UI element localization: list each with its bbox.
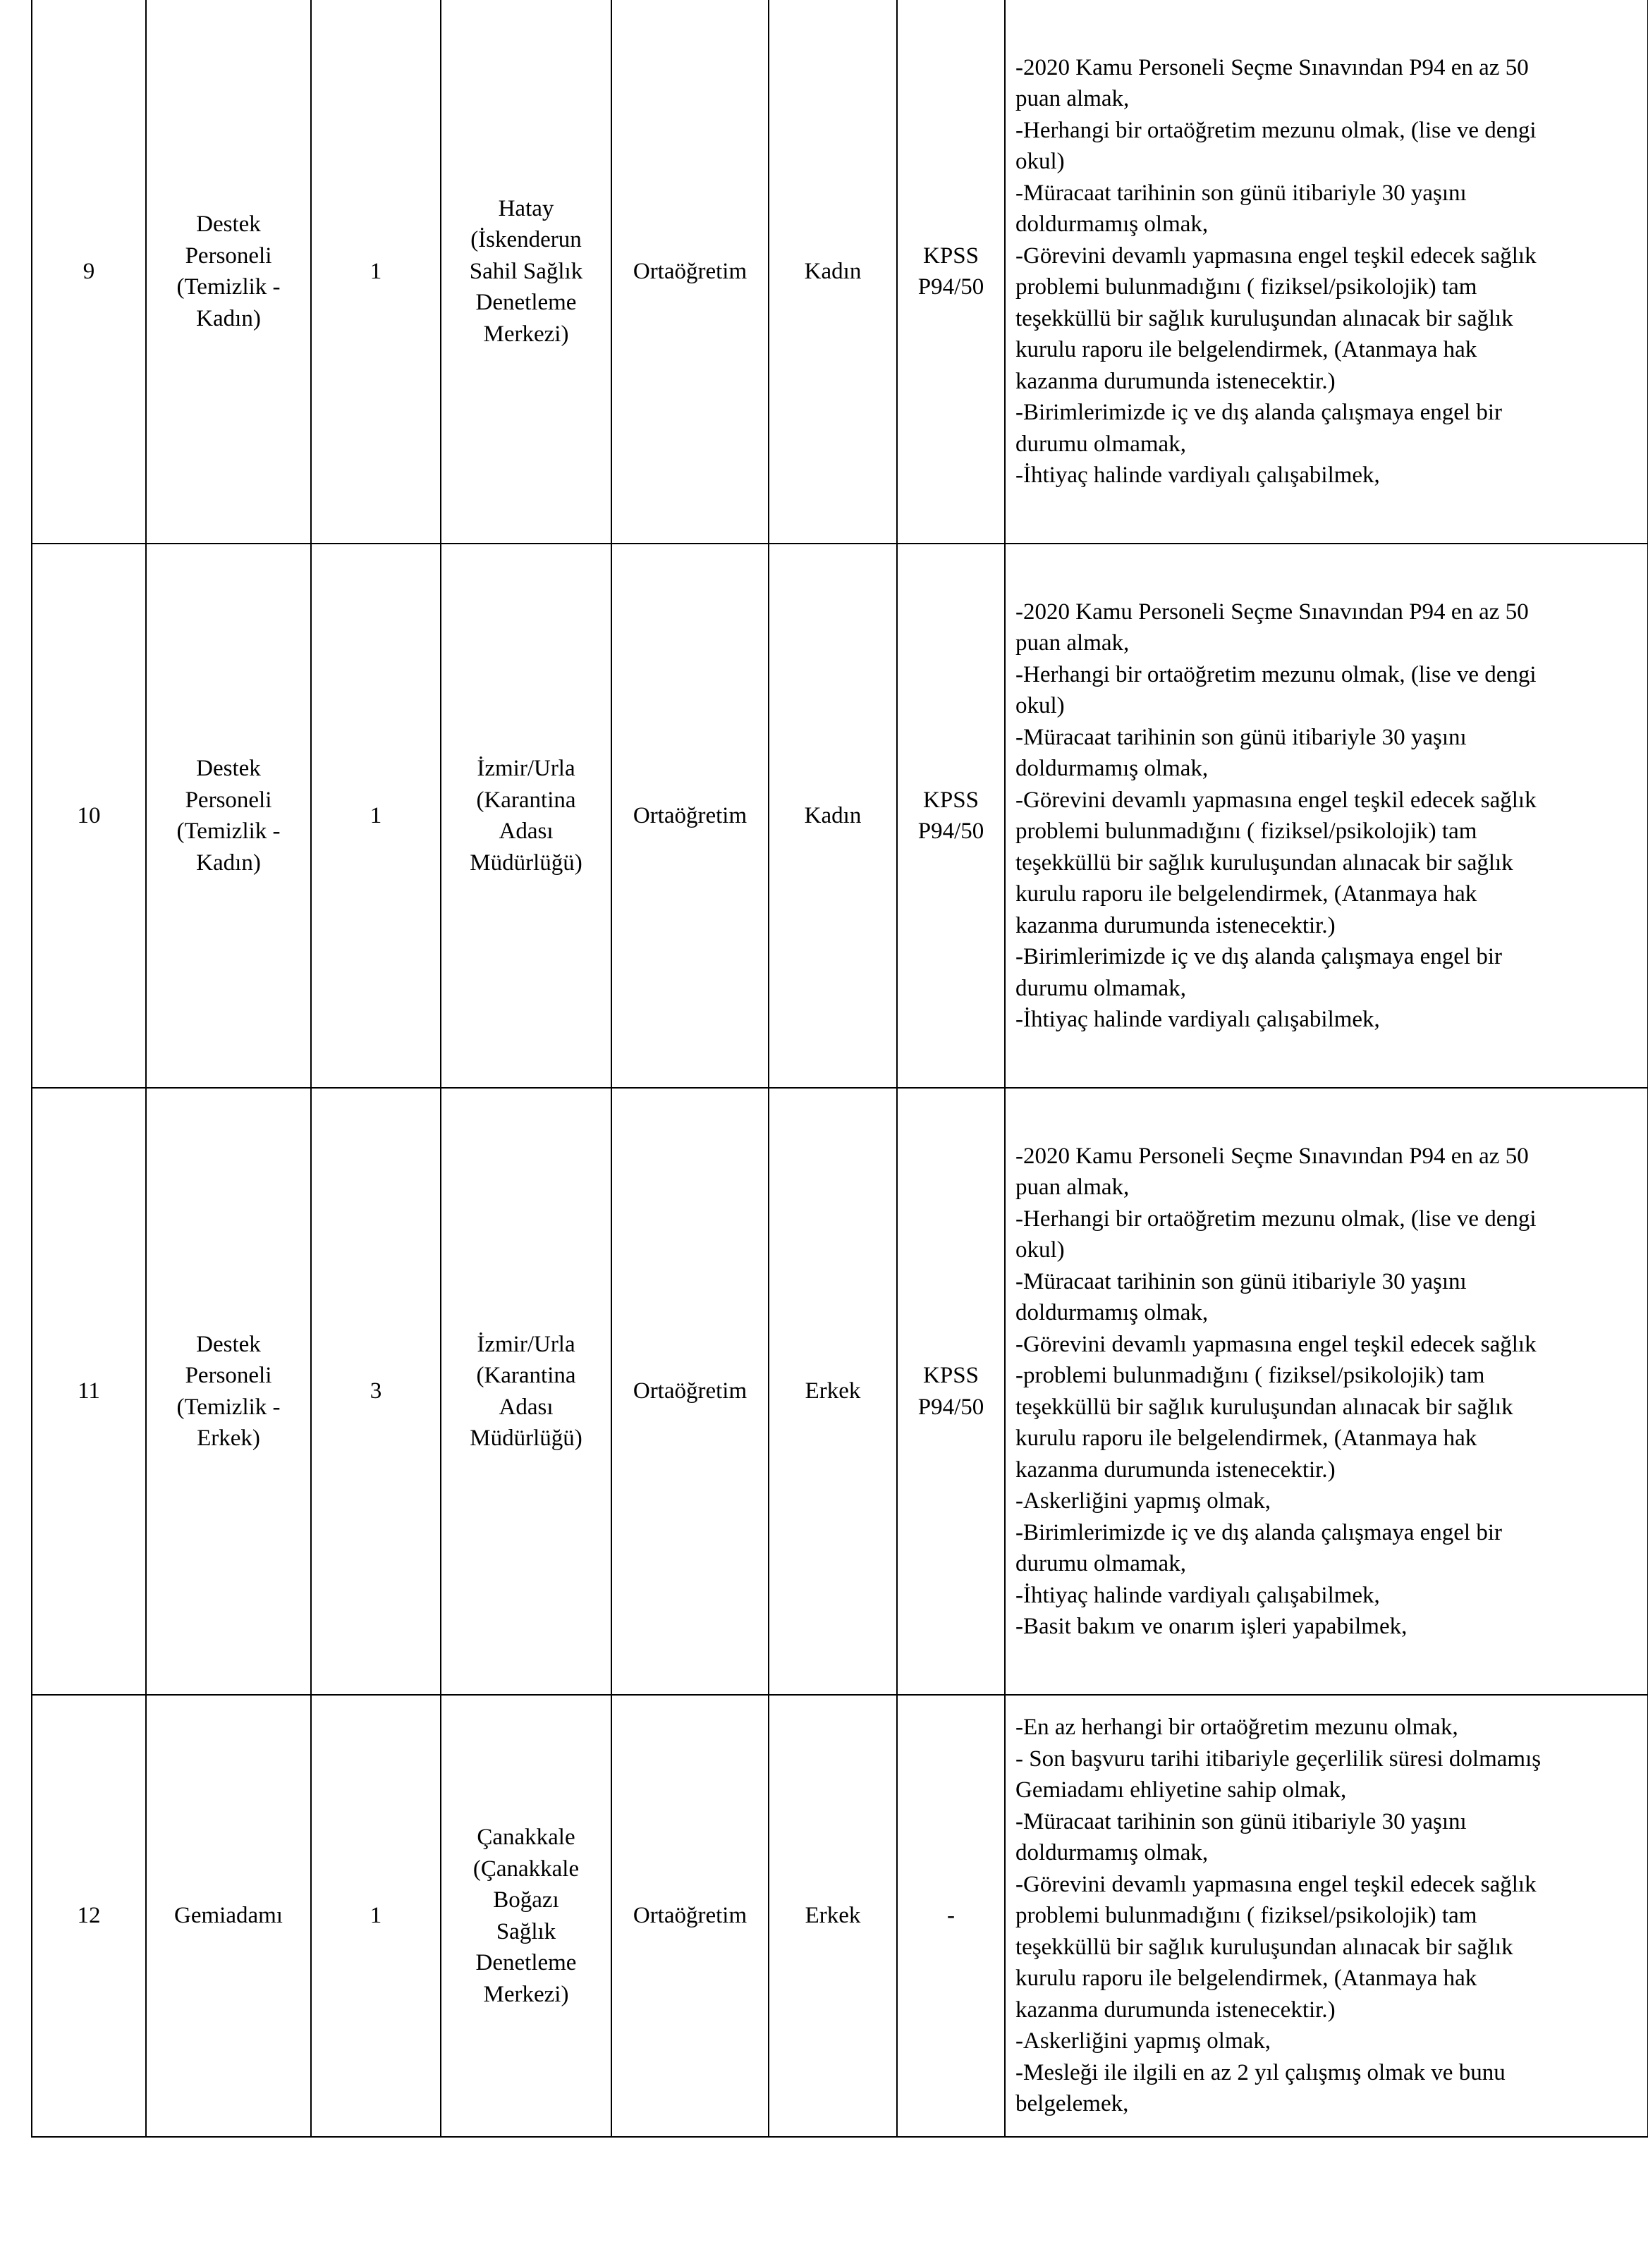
requirements-cell: [1005, 544, 1648, 1088]
requirements-cell: [1005, 1088, 1648, 1695]
requirement-line: problemi bulunmadığını ( fiziksel/psikolojik) tam: [1015, 819, 1477, 844]
exam-line: P94/50: [917, 274, 984, 300]
position-line: Personeli: [185, 787, 272, 813]
location-line: Denetleme: [475, 1950, 577, 1975]
requirement-line: problemi bulunmadığını ( fiziksel/psikolojik) tam: [1015, 274, 1477, 300]
gender: Kadın: [804, 802, 862, 828]
position-line: Erkek): [197, 1426, 260, 1451]
location-line: Müdürlüğü): [470, 850, 582, 876]
requirement-line: teşekküllü bir sağlık kuruluşundan alınacak bir sağlık: [1015, 1394, 1513, 1420]
location-line: Çanakkale: [477, 1825, 575, 1850]
education-level: Ortaöğretim: [633, 802, 747, 828]
requirement-line: teşekküllü bir sağlık kuruluşundan alınacak bir sağlık: [1015, 850, 1513, 876]
location-line: Sahil Sağlık: [469, 258, 583, 284]
position-cell: [146, 1088, 311, 1695]
location-line: Müdürlüğü): [470, 1426, 582, 1451]
location-line: (İskenderun: [470, 227, 582, 253]
requirement-line: doldurmamış olmak,: [1015, 1300, 1209, 1325]
row-number-cell: [32, 1088, 146, 1695]
location-cell: [441, 1695, 611, 2137]
requirement-line: -Müracaat tarihinin son günü itibariyle 30 yaşını: [1015, 1808, 1467, 1834]
education-cell: [611, 0, 769, 544]
position-cell: [146, 1695, 311, 2137]
requirement-line: -İhtiyaç halinde vardiyalı çalışabilmek,: [1015, 462, 1380, 488]
table-row: [32, 1695, 1648, 2137]
requirement-line: -Birimlerimizde iç ve dış alanda çalışmaya engel bir: [1015, 1519, 1502, 1545]
requirement-line: -2020 Kamu Personeli Seçme Sınavından P94 en az 50: [1015, 54, 1529, 80]
requirement-line: problemi bulunmadığını ( fiziksel/psikolojik) tam: [1015, 1903, 1477, 1929]
requirement-line: -Askerliğini yapmış olmak,: [1015, 1488, 1271, 1514]
position-line: (Temizlik -: [176, 1394, 281, 1420]
row-number: 9: [83, 258, 95, 284]
requirement-line: -2020 Kamu Personeli Seçme Sınavından P94 en az 50: [1015, 599, 1529, 625]
requirement-line: -Birimlerimizde iç ve dış alanda çalışmaya engel bir: [1015, 944, 1502, 969]
requirement-line: -Askerliğini yapmış olmak,: [1015, 2028, 1271, 2054]
requirement-line: puan almak,: [1015, 630, 1130, 656]
education-level: Ortaöğretim: [633, 1378, 747, 1404]
requirement-line: -Görevini devamlı yapmasına engel teşkil edecek sağlık: [1015, 243, 1537, 269]
gender-cell: [769, 1088, 897, 1695]
requirements-cell: [1005, 1695, 1648, 2137]
location-cell: [441, 1088, 611, 1695]
exam-line: KPSS: [923, 787, 979, 813]
requirement-line: kurulu raporu ile belgelendirmek, (Atanmaya hak: [1015, 1966, 1477, 1992]
requirement-line: -Mesleği ile ilgili en az 2 yıl çalışmış olmak ve bunu: [1015, 2059, 1506, 2085]
requirement-line: Gemiadamı ehliyetine sahip olmak,: [1015, 1777, 1347, 1803]
position-count: 1: [370, 258, 382, 284]
gender-cell: [769, 544, 897, 1088]
position-count: 3: [370, 1378, 382, 1404]
exam-line: P94/50: [917, 819, 984, 844]
exam-cell: [897, 1088, 1005, 1695]
position-line: Destek: [196, 212, 261, 237]
gender: Erkek: [805, 1903, 861, 1929]
position-line: (Temizlik -: [176, 274, 281, 300]
requirement-line: -Basit bakım ve onarım işleri yapabilmek,: [1015, 1614, 1408, 1639]
row-number: 11: [78, 1378, 100, 1404]
position-line: Destek: [196, 756, 261, 781]
count-cell: [311, 1088, 441, 1695]
requirement-line: -Görevini devamlı yapmasına engel teşkil edecek sağlık: [1015, 1331, 1537, 1357]
requirement-line: doldurmamış olmak,: [1015, 1840, 1209, 1866]
requirement-line: -Müracaat tarihinin son günü itibariyle 30 yaşını: [1015, 724, 1467, 750]
requirement-line: kazanma durumunda istenecektir.): [1015, 1457, 1336, 1483]
location-line: Denetleme: [475, 290, 577, 316]
education-cell: [611, 1695, 769, 2137]
table-row: [32, 1088, 1648, 1695]
position-line: Destek: [196, 1331, 261, 1357]
requirement-line: doldurmamış olmak,: [1015, 756, 1209, 781]
gender: Erkek: [805, 1378, 861, 1404]
exam-line: -: [947, 1903, 955, 1929]
requirement-line: - Son başvuru tarihi itibariyle geçerlilik süresi dolmamış: [1015, 1746, 1542, 1772]
exam-line: KPSS: [923, 243, 979, 269]
requirement-line: puan almak,: [1015, 1175, 1130, 1200]
position-count: 1: [370, 1903, 382, 1929]
row-number-cell: [32, 1695, 146, 2137]
position-line: (Temizlik -: [176, 819, 281, 844]
requirement-line: -problemi bulunmadığını ( fiziksel/psikolojik) tam: [1015, 1363, 1485, 1388]
requirement-line: kurulu raporu ile belgelendirmek, (Atanmaya hak: [1015, 1426, 1477, 1451]
location-line: (Karantina: [476, 1363, 576, 1388]
requirement-line: durumu olmamak,: [1015, 431, 1186, 457]
exam-cell: [897, 0, 1005, 544]
position-cell: [146, 544, 311, 1088]
location-line: Adası: [499, 1394, 554, 1420]
location-cell: [441, 0, 611, 544]
count-cell: [311, 1695, 441, 2137]
location-cell: [441, 544, 611, 1088]
row-number: 12: [77, 1903, 101, 1929]
location-line: (Karantina: [476, 787, 576, 813]
requirement-line: -Müracaat tarihinin son günü itibariyle 30 yaşını: [1015, 1268, 1467, 1294]
position-line: Gemiadamı: [174, 1903, 283, 1929]
requirement-line: okul): [1015, 1237, 1065, 1263]
requirement-line: -Herhangi bir ortaöğretim mezunu olmak, (lise ve dengi: [1015, 1206, 1537, 1232]
requirement-line: -2020 Kamu Personeli Seçme Sınavından P94 en az 50: [1015, 1143, 1529, 1169]
requirement-line: -Birimlerimizde iç ve dış alanda çalışmaya engel bir: [1015, 400, 1502, 425]
requirement-line: -Herhangi bir ortaöğretim mezunu olmak, (lise ve dengi: [1015, 661, 1537, 687]
requirement-line: kazanma durumunda istenecektir.): [1015, 912, 1336, 938]
requirement-line: -İhtiyaç halinde vardiyalı çalışabilmek,: [1015, 1582, 1380, 1608]
requirement-line: -En az herhangi bir ortaöğretim mezunu olmak,: [1015, 1715, 1458, 1741]
location-line: İzmir/Urla: [477, 1331, 575, 1357]
location-line: İzmir/Urla: [477, 756, 575, 781]
requirement-line: -Görevini devamlı yapmasına engel teşkil edecek sağlık: [1015, 1871, 1537, 1897]
position-line: Personeli: [185, 243, 272, 269]
position-line: Personeli: [185, 1363, 272, 1388]
requirement-line: teşekküllü bir sağlık kuruluşundan alınacak bir sağlık: [1015, 305, 1513, 331]
education-level: Ortaöğretim: [633, 258, 747, 284]
requirement-line: okul): [1015, 149, 1065, 174]
requirement-line: kurulu raporu ile belgelendirmek, (Atanmaya hak: [1015, 881, 1477, 907]
requirement-line: doldurmamış olmak,: [1015, 212, 1209, 237]
requirement-line: -İhtiyaç halinde vardiyalı çalışabilmek,: [1015, 1007, 1380, 1032]
exam-line: P94/50: [917, 1394, 984, 1420]
education-level: Ortaöğretim: [633, 1903, 747, 1929]
table-row: [32, 544, 1648, 1088]
position-count: 1: [370, 802, 382, 828]
row-number-cell: [32, 0, 146, 544]
table-row: [32, 0, 1648, 544]
requirement-line: kazanma durumunda istenecektir.): [1015, 1997, 1336, 2023]
position-line: Kadın): [196, 850, 261, 876]
education-cell: [611, 544, 769, 1088]
row-number-cell: [32, 544, 146, 1088]
exam-line: KPSS: [923, 1363, 979, 1388]
position-line: Kadın): [196, 305, 261, 331]
requirement-line: okul): [1015, 693, 1065, 718]
location-line: Sağlık: [496, 1918, 556, 1944]
location-line: Merkezi): [483, 321, 569, 347]
gender-cell: [769, 0, 897, 544]
location-line: Merkezi): [483, 1981, 569, 2007]
requirement-line: kurulu raporu ile belgelendirmek, (Atanmaya hak: [1015, 337, 1477, 362]
job-postings-table: [31, 0, 1648, 2138]
gender: Kadın: [804, 258, 862, 284]
requirement-line: -Görevini devamlı yapmasına engel teşkil edecek sağlık: [1015, 787, 1537, 813]
requirement-line: belgelemek,: [1015, 2091, 1129, 2117]
row-number: 10: [77, 802, 101, 828]
requirements-cell: [1005, 0, 1648, 544]
location-line: Boğazı: [493, 1887, 559, 1913]
requirement-line: durumu olmamak,: [1015, 1551, 1186, 1576]
location-line: Adası: [499, 819, 554, 844]
gender-cell: [769, 1695, 897, 2137]
requirement-line: durumu olmamak,: [1015, 975, 1186, 1001]
exam-cell: [897, 544, 1005, 1088]
count-cell: [311, 544, 441, 1088]
requirement-line: puan almak,: [1015, 86, 1130, 111]
location-line: Hatay: [498, 195, 554, 221]
requirement-line: -Herhangi bir ortaöğretim mezunu olmak, (lise ve dengi: [1015, 117, 1537, 143]
requirement-line: teşekküllü bir sağlık kuruluşundan alınacak bir sağlık: [1015, 1934, 1513, 1960]
requirement-line: -Müracaat tarihinin son günü itibariyle 30 yaşını: [1015, 180, 1467, 206]
education-cell: [611, 1088, 769, 1695]
location-line: (Çanakkale: [472, 1856, 580, 1882]
position-cell: [146, 0, 311, 544]
requirement-line: kazanma durumunda istenecektir.): [1015, 368, 1336, 394]
exam-cell: [897, 1695, 1005, 2137]
count-cell: [311, 0, 441, 544]
